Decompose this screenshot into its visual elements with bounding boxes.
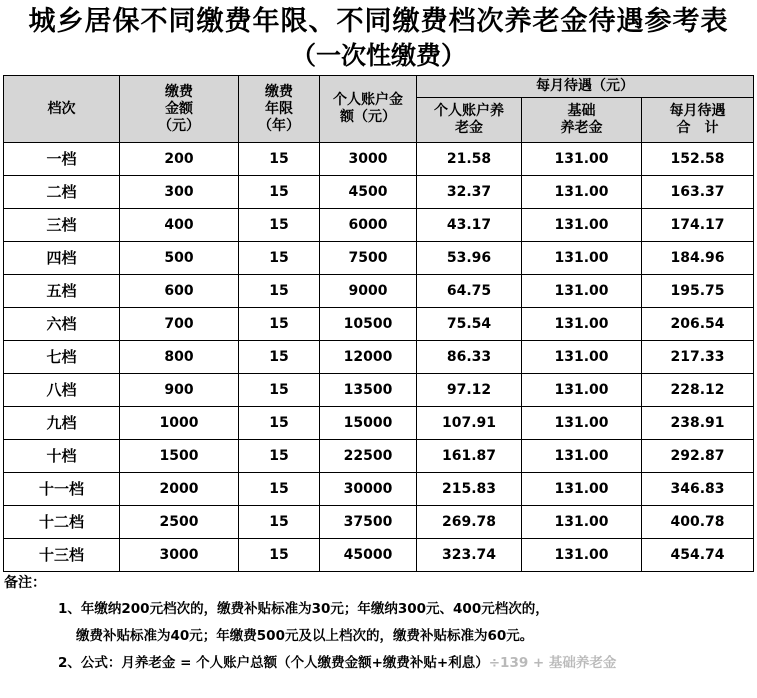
cell-basic: 131.00 bbox=[522, 506, 642, 539]
table-row bbox=[4, 143, 754, 176]
cell-account: 7500 bbox=[320, 242, 417, 275]
header-account bbox=[320, 76, 417, 143]
cell-amount: 600 bbox=[120, 275, 239, 308]
cell-basic: 131.00 bbox=[522, 341, 642, 374]
cell-account: 15000 bbox=[320, 407, 417, 440]
cell-personal: 215.83 bbox=[417, 473, 522, 506]
cell-basic: 131.00 bbox=[522, 539, 642, 572]
cell-amount: 500 bbox=[120, 242, 239, 275]
cell-personal: 107.91 bbox=[417, 407, 522, 440]
cell-amount: 200 bbox=[120, 143, 239, 176]
cell-account: 30000 bbox=[320, 473, 417, 506]
table-row bbox=[4, 539, 754, 572]
cell-years: 15 bbox=[239, 341, 320, 374]
cell-total: 184.96 bbox=[642, 242, 754, 275]
cell-account: 4500 bbox=[320, 176, 417, 209]
cell-years: 15 bbox=[239, 275, 320, 308]
cell-basic: 131.00 bbox=[522, 275, 642, 308]
cell-personal: 53.96 bbox=[417, 242, 522, 275]
cell-level: 四档 bbox=[4, 242, 120, 275]
cell-level: 九档 bbox=[4, 407, 120, 440]
cell-level: 二档 bbox=[4, 176, 120, 209]
header-amount bbox=[120, 76, 239, 143]
header-monthly-group bbox=[417, 76, 754, 98]
cell-basic: 131.00 bbox=[522, 176, 642, 209]
cell-level: 七档 bbox=[4, 341, 120, 374]
note-1-line-2: 缴费补贴标准为40元；年缴费500元及以上档次的，缴费补贴标准为60元。 bbox=[76, 628, 534, 644]
header-basic-pension-label: 基础 养老金 bbox=[560, 103, 603, 136]
cell-personal: 21.58 bbox=[417, 143, 522, 176]
cell-basic: 131.00 bbox=[522, 440, 642, 473]
table-row bbox=[4, 209, 754, 242]
cell-total: 346.83 bbox=[642, 473, 754, 506]
note-1-line-1: 1、年缴纳200元档次的，缴费补贴标准为30元；年缴纳300元、400元档次的， bbox=[58, 601, 549, 617]
cell-years: 15 bbox=[239, 473, 320, 506]
cell-total: 238.91 bbox=[642, 407, 754, 440]
cell-amount: 1500 bbox=[120, 440, 239, 473]
cell-account: 13500 bbox=[320, 374, 417, 407]
header-monthly-group-label: 每月待遇（元） bbox=[536, 78, 634, 94]
cell-amount: 900 bbox=[120, 374, 239, 407]
header-basic-pension bbox=[522, 98, 642, 143]
cell-amount: 2500 bbox=[120, 506, 239, 539]
cell-level: 十档 bbox=[4, 440, 120, 473]
header-level bbox=[4, 76, 120, 143]
cell-basic: 131.00 bbox=[522, 209, 642, 242]
table-body bbox=[4, 143, 754, 572]
cell-level: 十二档 bbox=[4, 506, 120, 539]
cell-level: 十一档 bbox=[4, 473, 120, 506]
cell-account: 12000 bbox=[320, 341, 417, 374]
cell-amount: 800 bbox=[120, 341, 239, 374]
cell-personal: 86.33 bbox=[417, 341, 522, 374]
header-personal-pension-label: 个人账户养 老金 bbox=[434, 103, 504, 136]
cell-amount: 2000 bbox=[120, 473, 239, 506]
cell-total: 174.17 bbox=[642, 209, 754, 242]
cell-account: 45000 bbox=[320, 539, 417, 572]
page-title: 城乡居保不同缴费年限、不同缴费档次养老金待遇参考表 bbox=[28, 6, 729, 37]
table-row bbox=[4, 374, 754, 407]
cell-years: 15 bbox=[239, 374, 320, 407]
cell-personal: 97.12 bbox=[417, 374, 522, 407]
cell-years: 15 bbox=[239, 539, 320, 572]
note-2 bbox=[58, 654, 616, 672]
cell-account: 3000 bbox=[320, 143, 417, 176]
cell-personal: 43.17 bbox=[417, 209, 522, 242]
page-subtitle: （一次性缴费） bbox=[290, 41, 466, 70]
cell-personal: 75.54 bbox=[417, 308, 522, 341]
table-row bbox=[4, 440, 754, 473]
cell-account: 10500 bbox=[320, 308, 417, 341]
table-row bbox=[4, 506, 754, 539]
cell-years: 15 bbox=[239, 176, 320, 209]
notes-title: 备注： bbox=[4, 575, 46, 591]
cell-account: 22500 bbox=[320, 440, 417, 473]
cell-total: 292.87 bbox=[642, 440, 754, 473]
cell-personal: 64.75 bbox=[417, 275, 522, 308]
cell-years: 15 bbox=[239, 308, 320, 341]
cell-total: 400.78 bbox=[642, 506, 754, 539]
cell-years: 15 bbox=[239, 209, 320, 242]
cell-total: 217.33 bbox=[642, 341, 754, 374]
cell-personal: 32.37 bbox=[417, 176, 522, 209]
note-2-tail: ÷139 + 基础养老金 bbox=[488, 655, 617, 671]
cell-years: 15 bbox=[239, 242, 320, 275]
cell-level: 一档 bbox=[4, 143, 120, 176]
cell-basic: 131.00 bbox=[522, 143, 642, 176]
cell-level: 十三档 bbox=[4, 539, 120, 572]
header-personal-pension bbox=[417, 98, 522, 143]
cell-personal: 269.78 bbox=[417, 506, 522, 539]
table-row bbox=[4, 308, 754, 341]
cell-basic: 131.00 bbox=[522, 308, 642, 341]
cell-total: 163.37 bbox=[642, 176, 754, 209]
table-row bbox=[4, 275, 754, 308]
cell-account: 9000 bbox=[320, 275, 417, 308]
header-amount-label: 缴费 金额 （元） bbox=[158, 83, 200, 134]
cell-amount: 700 bbox=[120, 308, 239, 341]
header-years bbox=[239, 76, 320, 143]
header-total-label: 每月待遇 合 计 bbox=[669, 103, 726, 136]
cell-years: 15 bbox=[239, 440, 320, 473]
header-years-label: 缴费 年限 （年） bbox=[258, 83, 300, 134]
cell-amount: 1000 bbox=[120, 407, 239, 440]
table-row bbox=[4, 242, 754, 275]
cell-level: 三档 bbox=[4, 209, 120, 242]
cell-personal: 161.87 bbox=[417, 440, 522, 473]
cell-total: 228.12 bbox=[642, 374, 754, 407]
table-row bbox=[4, 407, 754, 440]
cell-basic: 131.00 bbox=[522, 473, 642, 506]
cell-account: 6000 bbox=[320, 209, 417, 242]
cell-total: 152.58 bbox=[642, 143, 754, 176]
cell-total: 454.74 bbox=[642, 539, 754, 572]
cell-personal: 323.74 bbox=[417, 539, 522, 572]
cell-total: 206.54 bbox=[642, 308, 754, 341]
cell-years: 15 bbox=[239, 407, 320, 440]
note-2-main: 2、公式：月养老金 = 个人账户总额（个人缴费金额+缴费补贴+利息） bbox=[58, 655, 489, 671]
table-row bbox=[4, 176, 754, 209]
table-row bbox=[4, 473, 754, 506]
cell-level: 六档 bbox=[4, 308, 120, 341]
table-row bbox=[4, 341, 754, 374]
cell-amount: 400 bbox=[120, 209, 239, 242]
cell-amount: 300 bbox=[120, 176, 239, 209]
cell-years: 15 bbox=[239, 143, 320, 176]
cell-account: 37500 bbox=[320, 506, 417, 539]
cell-basic: 131.00 bbox=[522, 242, 642, 275]
cell-basic: 131.00 bbox=[522, 407, 642, 440]
cell-level: 八档 bbox=[4, 374, 120, 407]
cell-level: 五档 bbox=[4, 275, 120, 308]
cell-amount: 3000 bbox=[120, 539, 239, 572]
header-level-label: 档次 bbox=[47, 100, 76, 117]
cell-basic: 131.00 bbox=[522, 374, 642, 407]
pension-reference-table bbox=[3, 75, 754, 572]
header-account-label: 个人账户金 额（元） bbox=[333, 92, 403, 125]
header-total bbox=[642, 98, 754, 143]
cell-years: 15 bbox=[239, 506, 320, 539]
cell-total: 195.75 bbox=[642, 275, 754, 308]
